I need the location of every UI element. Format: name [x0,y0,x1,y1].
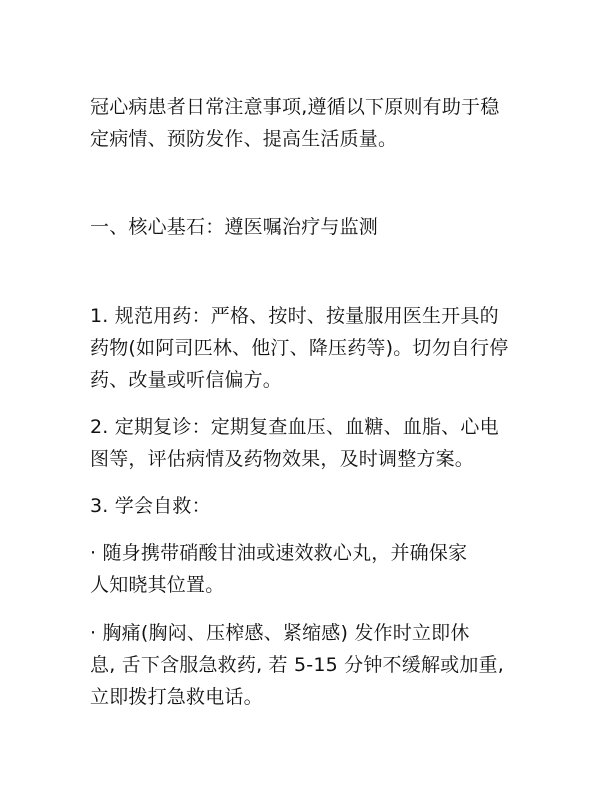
item-1-line-3: 药、改量或听信偏方。 [90,369,283,391]
item-3-bullet-2-line-1: · 胸痛(胸闷、压榨感、紧缩感) 发作时立即休 [90,622,470,644]
item-1-line-2: 药物(如阿司匹林、他汀、降压药等)。切勿自行停 [90,337,509,359]
item-3-heading: 3. 学会自救： [90,495,211,517]
item-2-line-1: 2. 定期复诊：定期复查血压、血糖、血脂、心电 [90,416,499,438]
item-3-bullet-1-line-1: · 随身携带硝酸甘油或速效救心丸，并确保家 [90,542,468,564]
item-3-bullet-2-line-2: 息, 舌下含服急救药, 若 5-15 分钟不缓解或加重, [90,654,504,676]
intro-line-2: 定病情、预防发作、提高生活质量。 [90,128,398,150]
item-3-bullet-1-line-2: 人知晓其位置。 [90,574,225,596]
section-1-heading: 一、核心基石：遵医嘱治疗与监测 [90,216,379,238]
intro-line-1: 冠心病患者日常注意事项,遵循以下原则有助于稳 [90,96,500,118]
item-3-bullet-2-line-3: 立即拨打急救电话。 [90,686,263,708]
item-2-line-2: 图等，评估病情及药物效果，及时调整方案。 [90,448,475,470]
item-1-line-1: 1. 规范用药：严格、按时、按量服用医生开具的 [90,305,499,327]
